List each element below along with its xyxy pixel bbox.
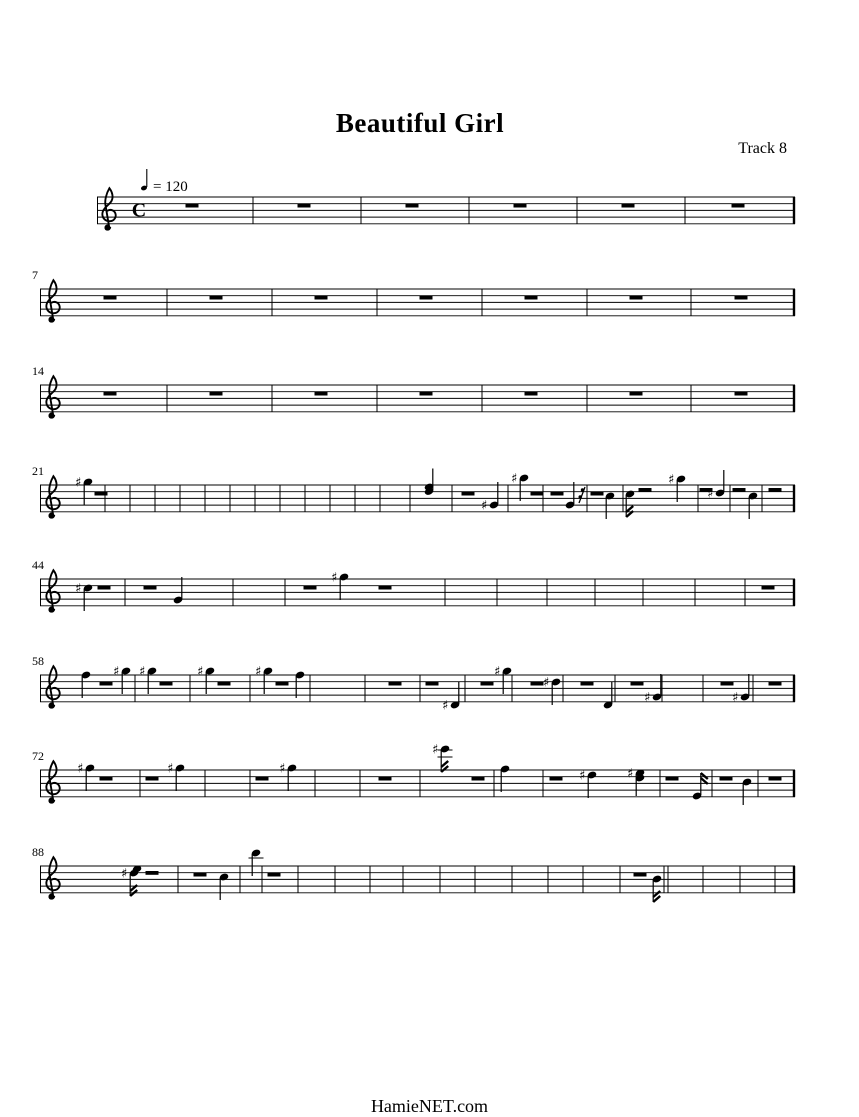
sharp-accidental: ♯: [167, 761, 174, 777]
block-rest: [472, 777, 485, 781]
note: [432, 743, 453, 773]
sharp-accidental: ♯: [121, 866, 128, 882]
block-rest: [420, 392, 433, 396]
measure-number: 72: [32, 749, 44, 763]
note: [500, 764, 510, 792]
block-rest: [406, 204, 419, 208]
measure-number: 14: [32, 364, 44, 378]
block-rest: [144, 586, 157, 590]
block-rest: [581, 682, 594, 686]
block-rest: [481, 682, 494, 686]
block-rest: [550, 777, 563, 781]
staff-system-5: [32, 558, 795, 613]
block-rest: [591, 492, 604, 496]
measure-number: 21: [32, 464, 44, 478]
staff-system-7: [32, 743, 795, 806]
note: [652, 874, 662, 902]
sixteenth-rest: [579, 487, 586, 503]
block-rest: [426, 682, 439, 686]
block-rest: [733, 488, 746, 492]
note: [565, 482, 575, 510]
staff-system-1: [97, 169, 795, 231]
sharp-accidental: ♯: [279, 761, 286, 777]
sharp-accidental: ♯: [668, 472, 675, 488]
block-rest: [551, 492, 564, 496]
note: [173, 577, 183, 605]
sharp-accidental: ♯: [331, 570, 338, 586]
chord: [424, 469, 434, 497]
block-rest: [160, 682, 173, 686]
block-rest: [420, 296, 433, 300]
sharp-accidental: ♯: [442, 698, 449, 714]
block-rest: [631, 682, 644, 686]
block-rest: [735, 296, 748, 300]
block-rest: [720, 777, 733, 781]
staff-system-6: [32, 654, 795, 714]
block-rest: [769, 682, 782, 686]
note: [442, 682, 460, 714]
note: [543, 676, 561, 706]
block-rest: [104, 392, 117, 396]
note: [625, 489, 635, 517]
block-rest: [98, 586, 111, 590]
sharp-accidental: ♯: [77, 761, 84, 777]
sharp-accidental: ♯: [543, 675, 550, 691]
sharp-accidental: ♯: [255, 664, 262, 680]
sharp-accidental: ♯: [494, 664, 501, 680]
block-rest: [186, 204, 199, 208]
block-rest: [622, 204, 635, 208]
block-rest: [634, 873, 647, 877]
block-rest: [379, 586, 392, 590]
sharp-accidental: ♯: [139, 664, 146, 680]
note: [81, 670, 91, 698]
sharp-accidental: ♯: [644, 690, 651, 706]
block-rest: [735, 392, 748, 396]
block-rest: [146, 871, 159, 875]
note: [494, 665, 512, 695]
note: [644, 674, 662, 706]
block-rest: [100, 682, 113, 686]
block-rest: [95, 492, 108, 496]
block-rest: [104, 296, 117, 300]
block-rest: [379, 777, 392, 781]
note: [113, 665, 131, 695]
sharp-accidental: ♯: [197, 664, 204, 680]
block-rest: [194, 873, 207, 877]
staff-system-2: [32, 268, 795, 323]
note: [255, 665, 273, 695]
block-rest: [525, 296, 538, 300]
note: [742, 777, 752, 805]
block-rest: [525, 392, 538, 396]
note: [481, 482, 499, 514]
note: [668, 473, 686, 503]
note: [732, 674, 750, 706]
staff-system-8: [32, 845, 795, 902]
block-rest: [304, 586, 317, 590]
block-rest: [769, 777, 782, 781]
block-rest: [762, 586, 775, 590]
note: [75, 476, 93, 506]
block-rest: [630, 392, 643, 396]
block-rest: [100, 777, 113, 781]
block-rest: [630, 296, 643, 300]
track-label: Track 8: [738, 140, 787, 157]
tempo-text: = 120: [153, 179, 188, 195]
block-rest: [146, 777, 159, 781]
measure-number: 7: [32, 268, 38, 282]
block-rest: [639, 488, 652, 492]
block-rest: [315, 296, 328, 300]
sharp-accidental: ♯: [113, 664, 120, 680]
sharp-accidental: ♯: [75, 581, 82, 597]
note: [511, 472, 529, 502]
chord: [627, 767, 645, 797]
note: [295, 670, 305, 698]
block-rest: [666, 777, 679, 781]
sharp-accidental: ♯: [511, 471, 518, 487]
song-title: Beautiful Girl: [335, 108, 505, 138]
block-rest: [531, 492, 544, 496]
sharp-accidental: ♯: [432, 742, 439, 758]
footer-site-text: HamieNET.com: [370, 1096, 489, 1116]
block-rest: [531, 682, 544, 686]
measure-number: 88: [32, 845, 44, 859]
note: [249, 848, 264, 876]
staff-system-3: [32, 364, 795, 419]
time-signature-common: C: [131, 199, 147, 222]
note: [139, 665, 157, 695]
block-rest: [462, 492, 475, 496]
block-rest: [210, 296, 223, 300]
block-rest: [298, 204, 311, 208]
tempo-marking: [140, 169, 187, 195]
staff-system-4: [32, 464, 795, 519]
sharp-accidental: ♯: [579, 768, 586, 784]
sharp-accidental: ♯: [732, 690, 739, 706]
measure-number: 58: [32, 654, 44, 668]
sharp-accidental: ♯: [627, 766, 634, 782]
sharp-accidental: ♯: [481, 498, 488, 514]
measure-number: 44: [32, 558, 44, 572]
block-rest: [389, 682, 402, 686]
note: [197, 665, 215, 695]
block-rest: [769, 488, 782, 492]
block-rest: [218, 682, 231, 686]
block-rest: [276, 682, 289, 686]
block-rest: [514, 204, 527, 208]
block-rest: [268, 873, 281, 877]
sharp-accidental: ♯: [707, 486, 714, 502]
block-rest: [732, 204, 745, 208]
block-rest: [256, 777, 269, 781]
note: [603, 682, 613, 710]
sharp-accidental: ♯: [75, 475, 82, 491]
block-rest: [210, 392, 223, 396]
block-rest: [721, 682, 734, 686]
note: [707, 470, 725, 502]
block-rest: [315, 392, 328, 396]
